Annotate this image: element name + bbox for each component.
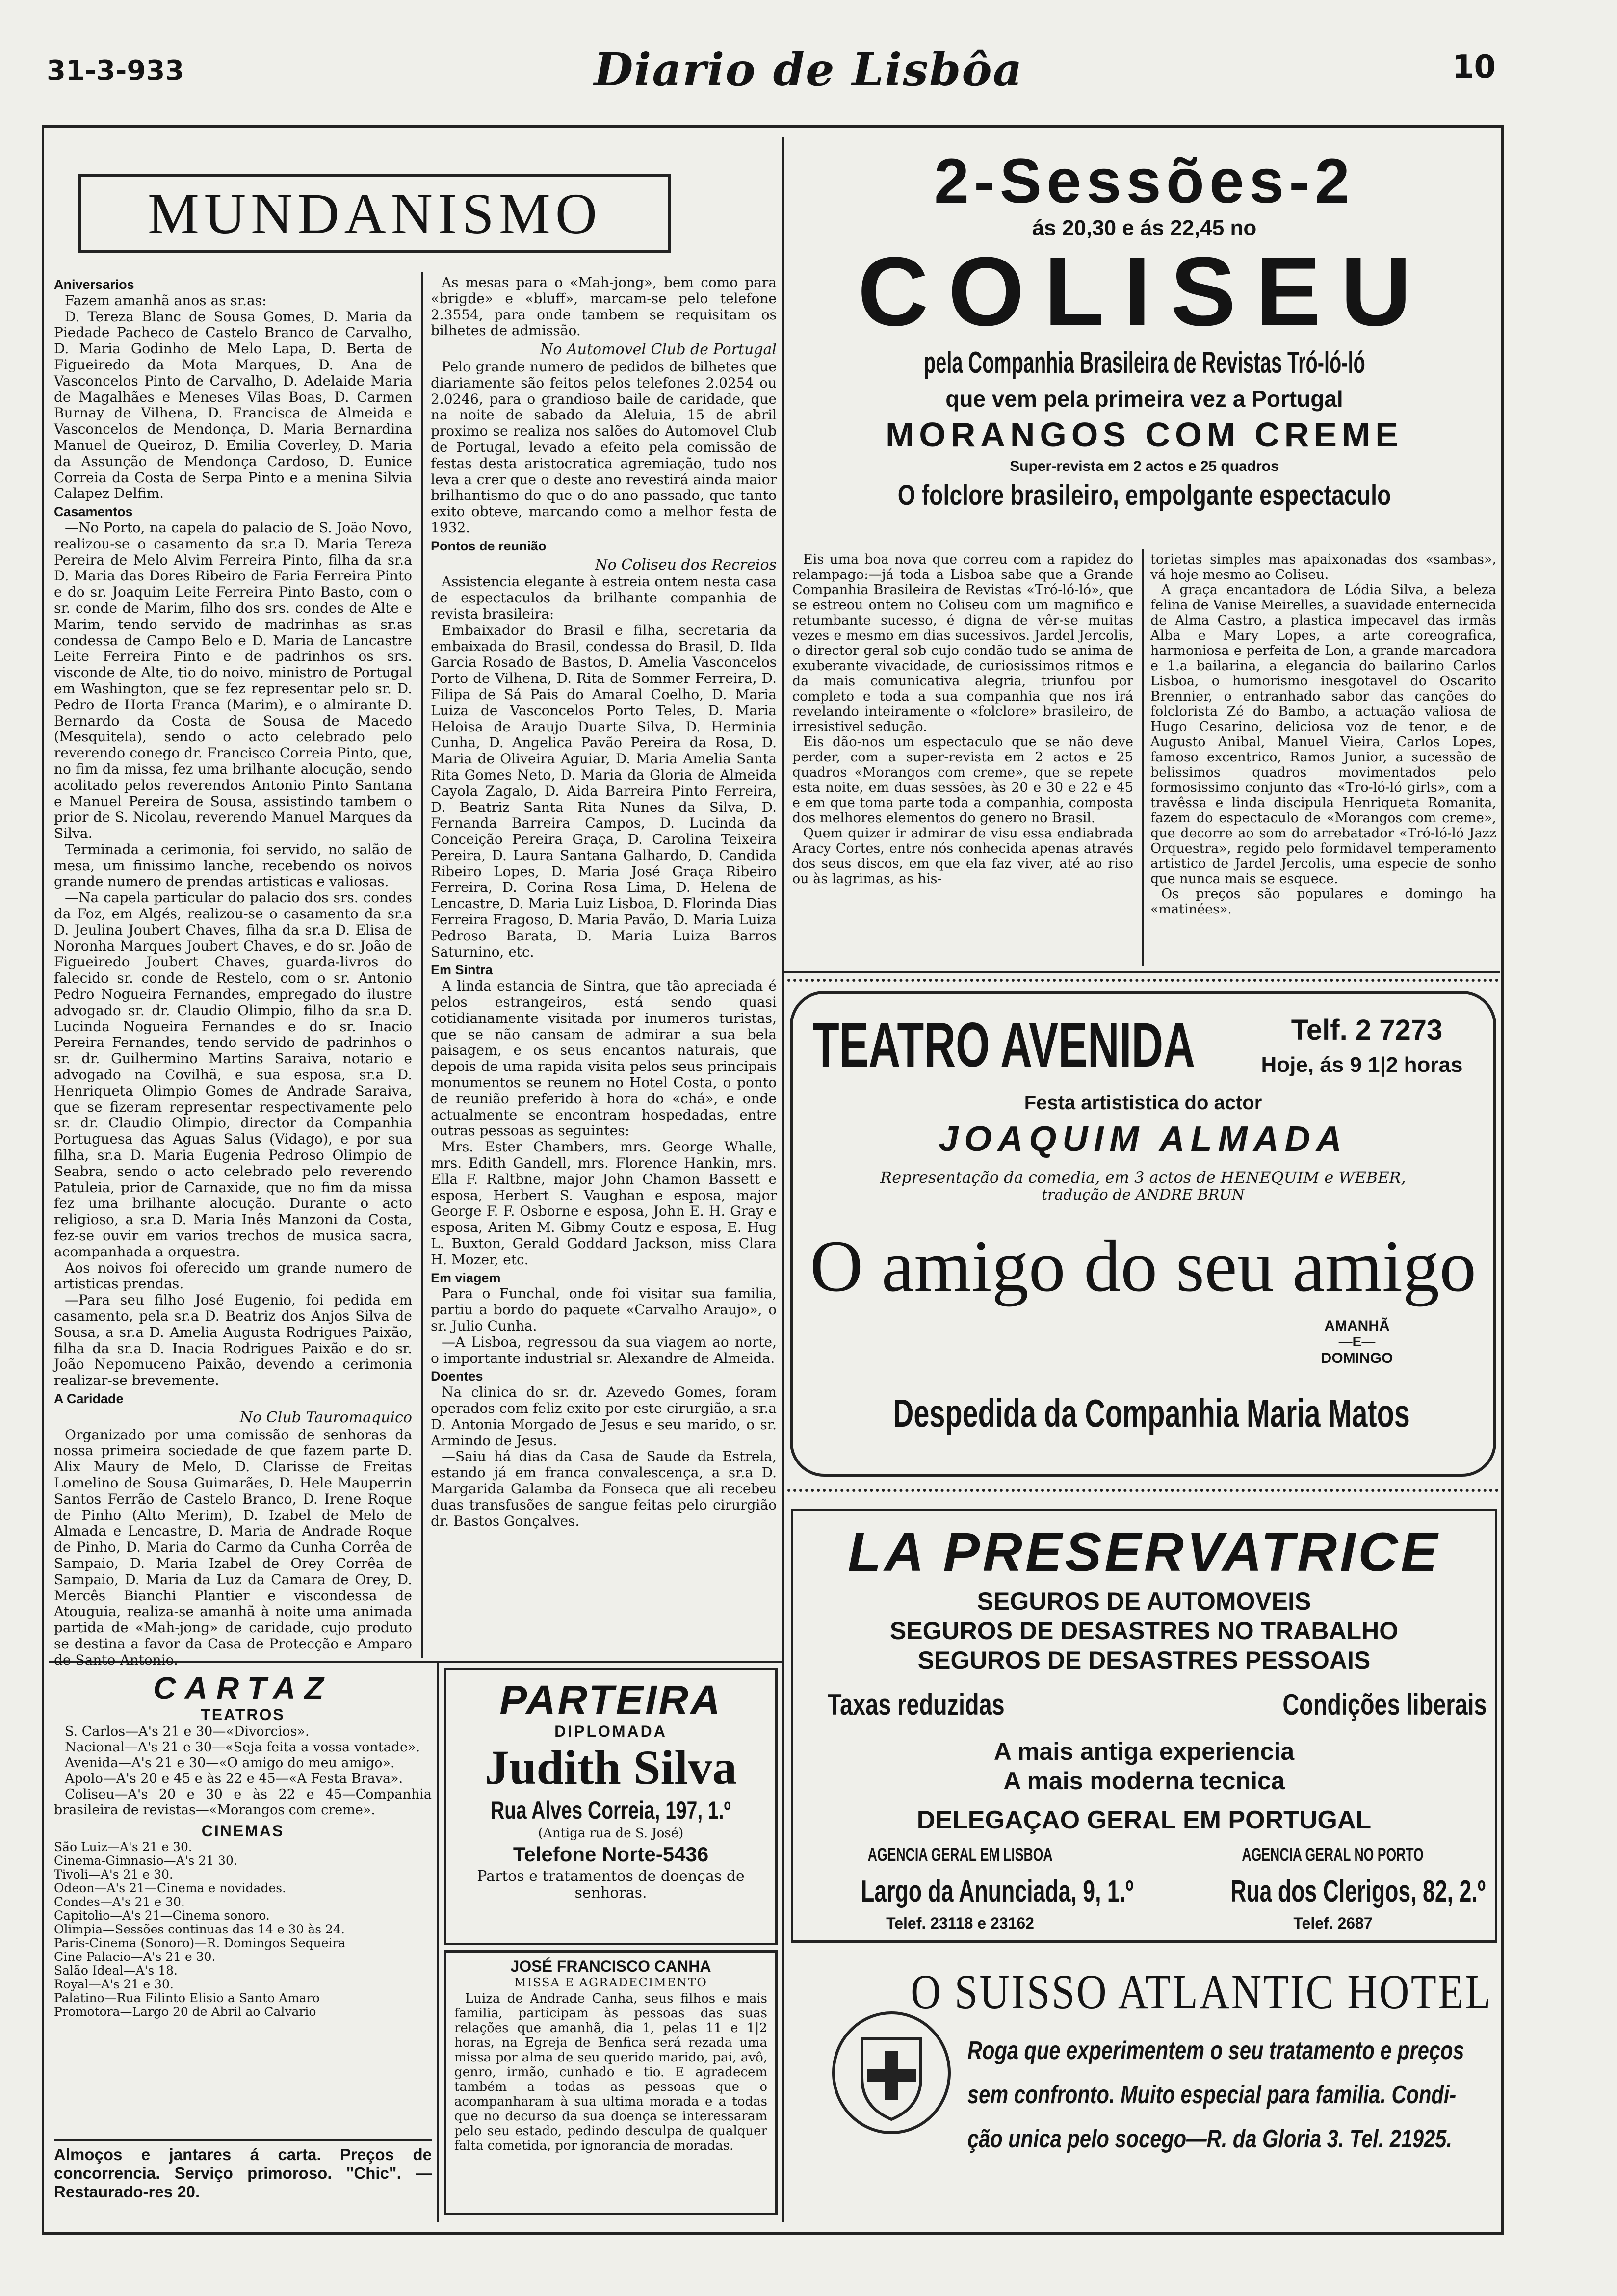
hotel-line-2-text: sem confronto. Muito especial para familia. Condi- [967,2081,1457,2109]
avenida-translation: tradução de ANDRE BRUN [1042,1186,1245,1203]
paragraph: Aos noivos foi oferecido um grande numero de artisticas prendas. [54,1259,412,1292]
paragraph: Eis uma boa nova que correu com a rapidez do relampago:—já toda a Lisboa sabe que a Grande Companhia Brasileira de Revistas «Tró-ló-ló», que se estreou ontem no Coliseu com um magnifico e retumbante sucesso, é digna de vêr-se muitas vezes e mesmo em dias sucessivos. Jardel Jercolis, o director geral sob cujo condão tudo se anima de exuberante vivacidade, de curiosissimos ritmos e da mais comunicativa alegria, triunfou por completo e toda a sua companhia que nos irá revelando inteiramente o «folclore» brasileiro, de irresistivel sedução. [792,552,1133,734]
section-subheading: No Coliseu dos Recreios [595,556,777,574]
paragraph: —Na capela particular do palacio dos srs. condes da Foz, em Algés, realizou-se o casamento da sr.a D. Jeulina Joubert Chaves, filha da sr.a D. Elisa de Noronha Marques Joubert Chaves, e do sr. João de Figueiredo Joubert Chaves, guarda-livros do falecido sr. conde de Restelo, com o sr. Antonio Pedro Nogueira Fernandes, empregado do ilustre advogado sr. dr. Claudio Olimpio, filho da sr.a D. Lucinda Nogueira Fernandes e do sr. Inacio Pereira Fernandes, tendo servido de padrinhos o sr. dr. Guilhermino Martins Saraiva, notario e advogado na Covilhã, e sua esposa, sr.a D. Henriqueta Olimpio Gomes de Andrade Saraiva, que se fizeram representar respectivamente pelo sr. dr. Claudio Olimpio, director da Companhia Portuguesa das Aguas Salus (Vidago), e por sua filha, sr.a D. Maria Eugenia Pedroso Olimpio de Seabra, sendo o acto celebrado pelo reverendo Patuleia, prior de Carnaxide, que no fim da missa fez uma brilhante alocução. Durante o acto religioso, a sr.a D. Maria Inês Manzoni da Costa, fez-se ouvir em varios trechos de musica sacra, acompanhada a orquestra. [54,889,412,1260]
section-subheading: No Club Tauromaquico [239,1409,412,1426]
preservatrice-right-tag-text: Condições liberais [1282,1688,1487,1721]
paragraph: —A Lisboa, regressou da sua viagem ao norte, o importante industrial sr. Alexandre de Almeida. [431,1333,777,1366]
newspaper-title: Diario de Lisbôa [594,43,1023,96]
coliseu-headline [787,476,1501,515]
hotel-line-2 [967,2080,1487,2110]
paragraph: Organizado por uma comissão de senhoras da nossa primeira sociedade de que fazem parte D. Alix Maury de Melo, D. Clarisse de Freitas Lomelino de Sousa Guimarães, D. Hele Mauperrin Santos Ferrão de Castelo Branco, D. Irene Roque de Pinho (Alto Merim), D. Izabel de Melo de Almada e Lencastre, D. Maria de Andrade Roque de Pinho, D. Maria do Carmo da Cunha Corrêa de Sampaio, D. Maria Izabel de Orey Corrêa de Sampaio, D. Maria da Luz da Camara de Orey, D. Mercês Bianchi Plantier e viscondessa de Atouguia, realiza-se amanhã à noite uma animada partida de «Mah-jong» de caridade, cujo produto se destina a favor da Casa de Protecção e Amparo de Santo Antonio. [54,1426,412,1668]
mundanismo-column-1 [54,275,412,1668]
obituary-subtitle: MISSA E AGRADECIMENTO [514,1976,707,1989]
parteira-ad [444,1668,778,1945]
avenida-actor: JOAQUIM ALMADA [939,1120,1348,1159]
section-heading: Pontos de reunião [431,538,547,553]
paragraph: Assistencia elegante à estreia ontem nesta casa de espectaculos da brilhante companhia de revista brasileira: [431,574,777,622]
lisboa-agency-phone: Telef. 23118 e 23162 [886,1914,1034,1932]
paragraph: D. Tereza Blanc de Sousa Gomes, D. Maria da Piedade Pacheco de Castelo Branco de Carvalho, D. Maria Godinho de Melo Lapa, D. Berta de Figueiredo da Mota Marques, D. Ana de Vasconcelos Pinto de Carvalho, D. Adelaide Maria de Magalhães e Meneses Vilas Boas, D. Carmen Burnay de Vilhena, D. Francisca de Almeida e Vasconcelos de Mendonça, D. Maria Bernardina Manuel de Queiroz, D. Emilia Coverley, D. Maria da Assunção de Mendonça Cardoso, D. Eunice Correia da Costa de Serpa Pinto e a menina Silvia Calapez Delfim. [54,308,412,502]
parteira-phone: Telefone Norte-5436 [513,1843,709,1866]
section-heading: A Caridade [54,1391,124,1406]
preservatrice-exp2: A mais moderna tecnica [1003,1767,1285,1795]
paragraph: Embaixador do Brasil e filha, secretaria da embaixada do Brasil, condessa do Brasil, D. Ilda Garcia Rosado de Bastos, D. Amelia Vasconcelos Porto de Vilhena, D. Rita de Sommer Ferreira, D. Filipa de Sá Pais do Amaral Coelho, D. Maria Luiza de Vasconcelos Porto Teles, D. Maria Heloisa de Araujo Duarte Silva, D. Herminia Cunha, D. Angelica Pavão Pereira da Rosa, D. Maria de Oliveira Aguiar, D. Maria Amelia Santa Rita Gomes Neto, D. Maria da Gloria de Almeida Cayola Zagalo, D. Aida Barreira Pinto Ferreira, D. Beatriz Santa Rita Nunes da Silva, D. Fernanda Barreira Campos, D. Lucinda da Conceição Pereira Graça, D. Carolina Teixeira Pereira, D. Laura Santana Galhardo, D. Candida Ribeiro Lopes, D. Maria José Graça Ribeiro Ferreira, D. Corina Rosa Lima, D. Helena de Lencastre, D. Maria Luiz Lisboa, D. Florinda Dias Ferreira Fragoso, D. Maria Pavão, D. Maria Luiza Pedroso Barata, D. Maria Luiza Barros Saturnino, etc. [431,622,777,960]
teatros-heading: TEATROS [201,1706,285,1723]
paragraph: —Para seu filho José Eugenio, foi pedida em casamento, pela sr.a D. Beatriz dos Anjos Silva de Sousa, a sr.a D. Amelia Augusta Rodrigues Paixão, filha da sr.a D. Inacia Rodrigues Paixão e do sr. João Nepomuceno Paixão, devendo a cerimonia realizar-se brevemente. [54,1292,412,1389]
cinemas-heading: CINEMAS [201,1822,285,1840]
coliseu-bottom-rule [784,971,1500,973]
paragraph: A linda estancia de Sintra, que tão apreciada é pelos estrangeiros, está sendo quasi cotidianamente visitada por inumeros turistas, que se não cansam de admirar a sua bela paisagem, e os seus encantos naturais, que depois de uma rapida visita pelos seus principais monumentos se reunem no Hotel Costa, o ponto de reunião preferido à hora do «chá», e onde actualmente se encontram hospedadas, entre outras pessoas as seguintes: [431,978,777,1139]
avenida-title [812,1009,1205,1082]
avenida-farewell-text: Despedida da Companhia Maria Matos [893,1391,1410,1435]
list-item: Palatino—Rua Filinto Elisio a Santo Amaro [54,1991,320,2005]
list-item: Promotora—Largo 20 de Abril ao Calvario [54,2005,316,2019]
list-item: Condes—A's 21 e 30. [54,1895,185,1909]
list-item: Cine Palacio—A's 21 e 30. [54,1950,216,1964]
preservatrice-ad [791,1509,1497,1943]
avenida-domingo: DOMINGO [1321,1350,1393,1366]
avenida-time: Hoje, ás 9 1|2 horas [1261,1053,1463,1077]
porto-agency-address [1181,1874,1485,1909]
coliseu-headline-text: O folclore brasileiro, empolgante espectaculo [897,479,1391,511]
section-subheading: No Automovel Club de Portugal [540,341,777,359]
section-heading: Em Sintra [431,963,493,978]
parteira-services: Partos e tratamentos de doenças de senhoras. [477,1868,745,1902]
cartaz-title: CARTAZ [153,1670,333,1706]
paragraph: Quem quizer ir admirar de visu essa endiabrada Aracy Cortes, entre nós conhecida apenas através dos seus discos, em que ela faz viver, até ao riso ou às lagrimas, as his- [792,826,1133,887]
list-item: Odeon—A's 21—Cinema e novidades. [54,1881,287,1895]
paragraph: As mesas para o «Mah-jong», bem como para «brigde» e «bluff», marcam-se pelo telefone 2.3554, para onde tambem se requisitam os bilhetes de admissão. [431,274,777,339]
coliseu-col-divider [1142,549,1144,966]
list-item: Olimpia—Sessões continuas das 14 e 30 às 24. [54,1922,345,1936]
hotel-line-1 [967,2036,1487,2065]
restaurant-ad: Almoços e jantares á carta. Preços de concorrencia. Serviço primoroso. "Chic". — Restaurado-res 20. [54,2145,432,2201]
list-item: Tivoli—A's 21 e 30. [54,1867,173,1881]
coliseu-first-time: que vem pela primeira vez a Portugal [945,386,1343,412]
list-item: Salão Ideal—A's 18. [54,1963,178,1978]
paragraph: —No Porto, na capela do palacio de S. João Novo, realizou-se o casamento da sr.a D. Maria Tereza Pereira de Melo Alvim Ferreira Pinto, filha da sr.a D. Maria das Dores Ribeiro de Faria Ferreira Pinto e do sr. Joaquim Leite Ferreira Pinto Basto, com o sr. conde de Marim, filho dos srs. condes de Alte e Marim, tendo servido de madrinhas as sr.as condessa de Campo Belo e D. Maria de Lancastre Leite Ferreira Pinto e de padrinhos os srs. visconde de Alte, tio do noivo, ministro de Portugal em Washington, que se fez representar pelo sr. D. Pedro de Horta Franca (Marim), e o almirante D. Bernardo da Costa de Sousa de Macedo (Mesquitela), sendo o acto celebrado pelo reverendo conego dr. Francisco Correia Pinto, que, no fim da missa, fez uma brilhante alocução, sendo acolitado pelos reverendos Antonio Pinto Santana e Manuel Pereira de Sousa, assistindo tambem o prior de S. Nicolau, reverendo Manuel Marques da Silva. [54,519,412,842]
preservatrice-left-tag [828,1688,1054,1722]
swiss-cross-shield-icon [830,2009,953,2137]
avenida-amanha: AMANHÃ [1324,1318,1390,1334]
preservatrice-line: SEGUROS DE DESASTRES NO TRABALHO [889,1617,1399,1644]
paragraph: A graça encantadora de Lódia Silva, a beleza felina de Vanise Meirelles, a suavidade enternecida de Alma Castro, a plastica impecavel das irmãs Alba e Mary Lopes, a arte coreografica, harmoniosa e perfeita de Lon, a grande marcadora e 1.a bailarina, a elegancia do bailarino Carlos Lisboa, o humorismo inesgotavel do Oscarito Brennier, o entranhado sabor das canções do folclorista Zé do Bambo, a actuação valiosa de Hugo Cesarino, deliciosa voz de tenor, e de Augusto Anibal, Manuel Vieira, Carlos Lopes, famoso excentrico, Ramos Junior, a sucessão de belissimos quadros movimentados pelo formosissimo conjunto das «Tro-ló-ló girls», com a travêssa e linda discipula Henriqueta Romanita, fazem do espectaculo de «Morangos com creme», que decorre ao som do arrebatador «Tró-ló-ló Jazz Orquestra», regido pelo formidavel temperamento artistico de Jardel Jercolis, uma especie de sonho que nunca mais se esquece. [1150,582,1496,887]
list-item: Capitolio—A's 21—Cinema sonoro. [54,1908,270,1923]
avenida-festa: Festa artististica do actor [1024,1092,1262,1114]
list-item: Paris-Cinema (Sonoro)—R. Domingos Sequeira [54,1936,346,1950]
suisso-hotel-ad [791,1955,1497,2220]
preservatrice-line: SEGUROS DE DESASTRES PESSOAIS [917,1646,1371,1674]
paragraph: Eis dão-nos um espectaculo que se não deve perder, com a super-revista em 2 actos e 25 quadros «Morangos com creme», que se repete esta noite, em duas sessões, às 20 e 30 e 22 e 45 e em que toma parte toda a companhia, composta dos melhores elementos do genero no Brasil. [792,734,1133,826]
paragraph: torietas simples mas apaixonadas dos «sambas», vá hoje mesmo ao Coliseu. [1150,552,1496,582]
coliseu-company [787,341,1501,385]
hotel-line-3 [967,2124,1487,2154]
paragraph: Mrs. Ester Chambers, mrs. George Whalle, mrs. Edith Gandell, mrs. Florence Hankin, mrs. Ella F. Raltbne, major John Chamon Bassett e esposa, Herbert S. Vaughan e esposa, major George F. F. Osborne e esposa, John E. H. Gray e esposa, Ariten M. Gibmy Coutz e esposa, E. Hug L. Buxton, Gerald Goddard Jackson, miss Clara H. Mozer, etc. [431,1139,777,1268]
parteira-name: Judith Silva [484,1740,737,1795]
obituary-name: JOSÉ FRANCISCO CANHA [510,1957,711,1975]
paragraph: Pelo grande numero de pedidos de bilhetes que diariamente são feitos pelos telefones 2.0254 ou 2.0246, para o grandioso baile de caridade, que na noite de sabado da Aleluia, 15 de abril proximo se realiza nos salões do Automovel Club de Portugal, levado a efeito pela comissão de festas desta aristocratica agremiação, tudo nos leva a crer que o deste ano revestirá ainda maior brilhantismo do que o do ano passado, que tanto exito obteve, marcando como a melhor festa de 1932. [431,358,777,536]
coliseu-ad [787,140,1501,969]
list-item: S. Carlos—A's 21 e 30—«Divorcios». [65,1724,310,1739]
teatro-avenida-ad [790,991,1496,1477]
column-divider-main [782,137,784,2222]
avenida-farewell [793,1386,1493,1440]
parteira-address-note: (Antiga rua de S. José) [538,1826,684,1841]
porto-agency-label [1196,1845,1470,1866]
coliseu-times: ás 20,30 e ás 22,45 no [1032,216,1257,240]
avenida-representation: Representação da comedia, em 3 actos de HENEQUIM e WEBER, [880,1168,1406,1187]
coliseu-sessions: 2-Sessões-2 [934,146,1355,216]
preservatrice-line: SEGUROS DE AUTOMOVEIS [977,1588,1311,1615]
coliseu-company-text: pela Companhia Brasileira de Revistas Tró-ló-ló [923,346,1365,380]
coliseu-venue: COLISEU [858,237,1431,346]
list-item: São Luiz—A's 21 e 30. [54,1840,192,1854]
paragraph: Luiza de Andrade Canha, seus filhos e mais familia, participam às pessoas das suas relações que amanhã, dia 1, pelas 11 e 1|2 horas, na Egreja de Benfica será rezada uma missa por alma de seu querido marido, pai, avô, genro, irmão, cunhado e tio. E agradecem também a todas as pessoas que o acompanharam à sua ultima morada e a todas que no decurso da sua doença se interessaram pelo seu estado, pedindo desculpa de qualquer falta cometida, por ignorancia de moradas. [454,1991,767,2153]
teatros-list [54,1724,432,1818]
porto-agency-label-text: AGENCIA GERAL NO PORTO [1242,1845,1424,1865]
avenida-title-text: TEATRO AVENIDA [812,1010,1195,1080]
list-item: Cinema-Gimnasio—A's 21 30. [54,1853,237,1868]
mundanismo-column-2 [431,275,777,1658]
lisboa-agency-label-text: AGENCIA GERAL EM LISBOA [867,1845,1053,1865]
hotel-name-text: O SUISSO ATLANTIC HOTEL [911,1964,1492,2019]
cartaz-footer-rule [54,2139,432,2141]
paragraph: —Saiu há dias da Casa de Saude da Estrela, estando já em franca convalescença, a sr.a D. Margarida Galamba da Fonseca que ali recebeu duas transfusões de sangue feitas pelo cirurgião dr. Bastos Gonçalves. [431,1448,777,1529]
list-item: Royal—A's 21 e 30. [54,1977,174,1991]
lisboa-agency-label [823,1845,1097,1866]
coliseu-show: MORANGOS COM CREME [886,416,1403,454]
parteira-title: PARTEIRA [499,1677,722,1723]
cartaz-section [54,1670,432,2220]
issue-date: 31-3-933 [47,55,184,87]
list-item: Apolo—A's 20 e 45 e às 22 e 45—«A Festa Brava». [65,1771,403,1786]
hotel-emblem [830,2009,953,2137]
parteira-address [446,1795,775,1826]
hotel-line-3-text: ção unica pelo socego—R. da Gloria 3. Tel. 21925. [967,2125,1452,2153]
list-item: Coliseu—A's 20 e 30 e às 22 e 45—Companhia brasileira de revistas—«Morangos com creme». [54,1787,432,1818]
parteira-address-text: Rua Alves Correia, 197, 1.º [491,1797,731,1824]
paragraph: Na clinica do sr. dr. Azevedo Gomes, foram operados com feliz exito por este cirurgião, a sr.a D. Antonia Morgado de Jesus e seu marido, o sr. Armindo de Jesus. [431,1384,777,1449]
lisboa-agency-address [808,1874,1134,1909]
hotel-name [801,1962,1492,2021]
paragraph: Fazem amanhã anos as sr.as: [65,292,267,309]
avenida-play-title: O amigo do seu amigo [809,1226,1477,1307]
preservatrice-title: LA PRESERVATRICE [848,1521,1440,1583]
preservatrice-exp1: A mais antiga experiencia [993,1738,1295,1765]
coliseu-text-col-2 [1150,552,1496,969]
cartaz-divider [437,1663,439,2222]
list-item: Avenida—A's 21 e 30—«O amigo do meu amigo». [65,1755,395,1771]
porto-agency-address-text: Rua dos Clerigos, 82, 2.º [1230,1875,1486,1908]
porto-agency-phone: Telef. 2687 [1293,1914,1373,1932]
paragraph: Os preços são populares e domingo ha «matinées». [1150,887,1496,917]
mundanismo-title: MUNDANISMO [78,174,671,253]
preservatrice-right-tag [1225,1688,1485,1722]
mundanismo-col-divider [421,272,423,1658]
hotel-line-1-text: Roga que experimentem o seu tratamento e preços [967,2036,1464,2065]
page-number: 10 [1452,49,1496,85]
avenida-e: —E— [1338,1334,1376,1349]
obituary-text [446,1989,775,2153]
paragraph: Para o Funchal, onde foi visitar sua familia, partiu a bordo do paquete «Carvalho Araujo», o sr. Julio Cunha. [431,1285,777,1334]
parteira-subtitle: DIPLOMADA [554,1722,667,1740]
lisboa-agency-address-text: Largo da Anunciada, 9, 1.º [861,1875,1134,1908]
avenida-top-ornament [787,979,1499,982]
coliseu-text-col-1 [792,552,1133,969]
obituary-notice [444,1950,778,2215]
section-heading: Aniversarios [54,277,134,292]
avenida-bottom-ornament [787,1489,1499,1492]
section-heading: Doentes [431,1369,483,1384]
preservatrice-left-tag-text: Taxas reduzidas [828,1688,1005,1721]
paragraph: Terminada a cerimonia, foi servido, no salão de mesa, um finissimo lanche, recebendo os noivos grande numero de prendas artisticas e valiosas. [54,841,412,890]
section-heading: Em viagem [431,1270,501,1285]
coliseu-detail: Super-revista em 2 actos e 25 quadros [1010,458,1279,474]
avenida-phone: Telf. 2 7273 [1291,1014,1443,1046]
section-heading: Casamentos [54,504,133,520]
cinemas-list [54,1840,432,2019]
preservatrice-delegacao: DELEGAÇAO GERAL EM PORTUGAL [916,1806,1372,1834]
list-item: Nacional—A's 21 e 30—«Seja feita a vossa vontade». [65,1740,420,1755]
